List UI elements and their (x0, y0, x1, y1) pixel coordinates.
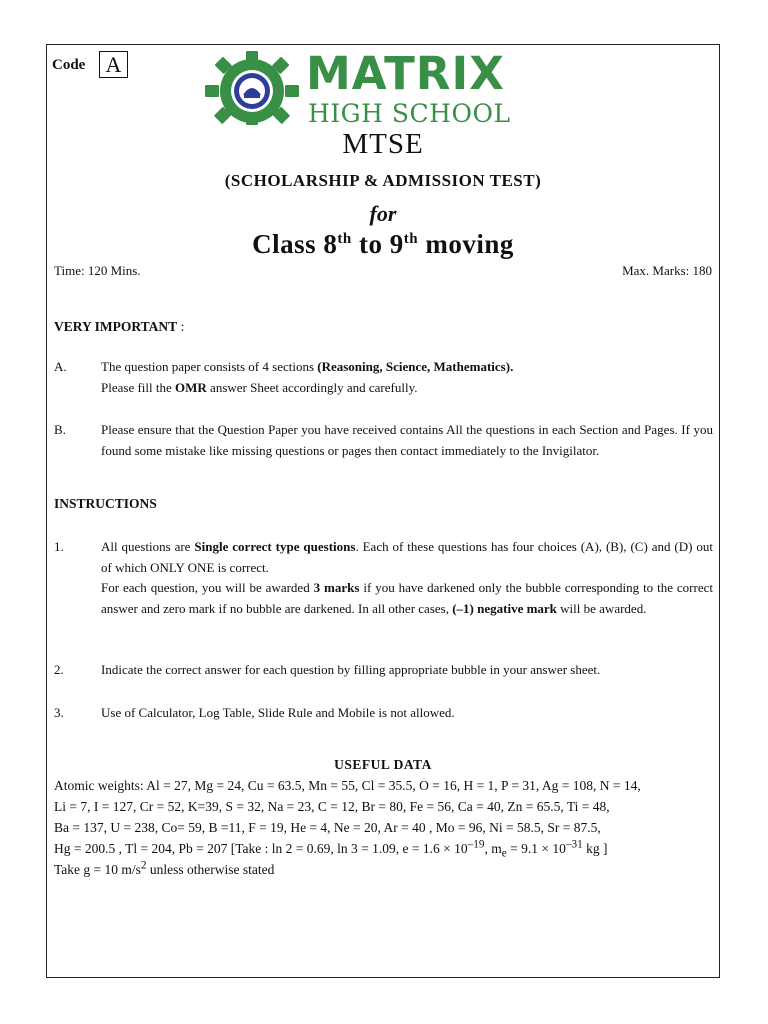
useful-data-line: Take g = 10 $m/s^2$ unless otherwise stated (54, 859, 275, 877)
useful-data-line: Li = 7, I = 127, Cr = 52, K=39, S = 32, Na = 23, C = 12, Br = 80, Fe = 56, Ca = 40, Zn = 65.5, Ti = 48, (54, 799, 610, 814)
for-text: for (369, 201, 397, 226)
item-number: 2. (54, 662, 64, 677)
time-allowed: Time: 120 Mins. (54, 263, 141, 278)
instruction-item-1: All questions are Single correct type questions. Each of these questions has four choices (A), (B), (C) and (D) out of which ONLY ONE is correct. For each question, you will be awarded 3 marks if you have darkened only the bubble corresponding to the correct answer and zero mark if no bubble are darkened. In all other cases, (–1) negative mark will be awarded. (101, 539, 714, 616)
exam-subtitle: (SCHOLARSHIP & ADMISSION TEST) (224, 171, 542, 190)
instructions-heading: INSTRUCTIONS (54, 496, 157, 511)
instruction-item-2: Indicate the correct answer for each question by filling appropriate bubble in your answer sheet. (101, 662, 601, 677)
useful-data-line: Atomic weights: Al = 27, Mg = 24, Cu = 63.5, Mn = 55, Cl = 35.5, O = 16, H = 1, P = 31, Ag = 108, N = 14, (54, 778, 641, 793)
gear-logo-icon (205, 51, 299, 125)
school-subtitle: HIGH SCHOOL (308, 99, 511, 128)
school-logo (205, 51, 299, 125)
item-number: 3. (54, 705, 64, 720)
code-box: A (99, 51, 128, 78)
max-marks: Max. Marks: 180 (622, 263, 712, 278)
code-label: Code (52, 57, 86, 73)
very-important-heading: VERY IMPORTANT : (54, 319, 185, 334)
item-number: 1. (54, 539, 64, 554)
school-name: MATRIX (306, 47, 505, 100)
item-number: B. (54, 422, 66, 437)
important-item-a: The question paper consists of 4 sections (Reasoning, Science, Mathematics). Please fill the OMR answer Sheet accordingly and carefully. (101, 359, 514, 395)
useful-data-line: Hg = 200.5 , Tl = 204, Pb = 207 [Take : ln 2 = 0.69, ln 3 = 1.09, $e = 1.6 \times 10^{-19}$, $m_e = 9.1 \times 10^{-31}$ kg ] (54, 838, 608, 860)
important-item-b: Please ensure that the Question Paper you have received contains All the questions in each Section and Pages. If you found some mistake like missing questions or pages then contact immediately to the Invigilator. (101, 422, 713, 458)
exam-title: MTSE (342, 128, 424, 160)
item-number: A. (54, 359, 67, 374)
useful-data-line: Ba = 137, U = 238, Co= 59, B =11, F = 19, He = 4, Ne = 20, Ar = 40 , Mo = 96, Ni = 58.5, Sr = 87.5, (54, 820, 601, 835)
instruction-item-3: Use of Calculator, Log Table, Slide Rule and Mobile is not allowed. (101, 705, 455, 720)
useful-data-heading: USEFUL DATA (334, 757, 432, 772)
class-line: Class 8th to 9th moving (252, 229, 514, 259)
